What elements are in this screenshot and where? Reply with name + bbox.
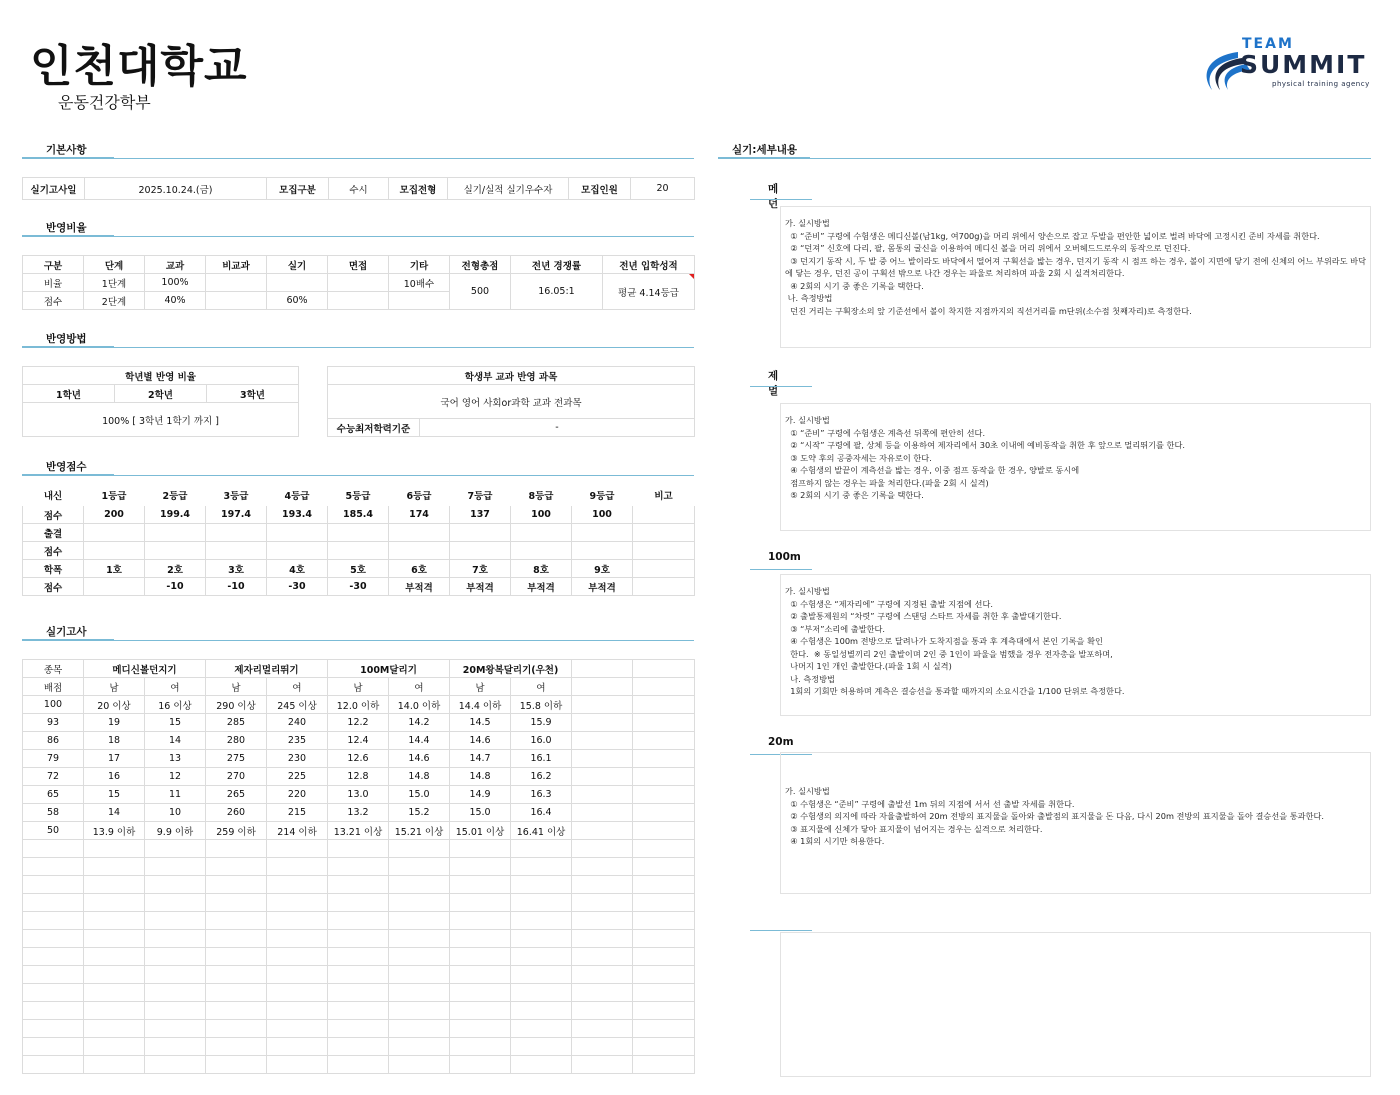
ratio-cell: 40% — [145, 292, 206, 310]
empty-row — [23, 930, 695, 948]
practical-cell: 14.8 — [450, 768, 511, 786]
detail-line: 나. 측정방법 — [785, 673, 835, 684]
event-name: 메디신볼던지기 — [84, 660, 206, 678]
section-practical — [22, 624, 694, 644]
score-header: 9등급 — [572, 484, 633, 506]
score-cell — [511, 524, 572, 542]
score-cell — [450, 524, 511, 542]
score-cell — [84, 542, 145, 560]
practical-cell: 11 — [145, 786, 206, 804]
ratio-cell — [206, 292, 267, 310]
empty-row — [23, 876, 695, 894]
score-cell — [206, 542, 267, 560]
score-cell — [389, 524, 450, 542]
section-practical-title: 실기고사 — [46, 626, 87, 638]
table-row — [23, 768, 695, 786]
practical-cell: 18 — [84, 732, 145, 750]
score-cell — [633, 560, 695, 578]
detail-line: ③ 도약 후의 공중자세는 자유로이 한다. — [785, 452, 932, 463]
practical-cell: 65 — [23, 786, 84, 804]
practical-cell: 14.8 — [389, 768, 450, 786]
practical-cell: 15 — [84, 786, 145, 804]
quota-label: 모집인원 — [569, 178, 631, 200]
practical-cell: 13.0 — [328, 786, 389, 804]
score-cell: 4호 — [267, 560, 328, 578]
practical-cell: 14 — [84, 804, 145, 822]
detail-medicine-ball-box — [780, 206, 1371, 348]
score-cell: 197.4 — [206, 506, 267, 524]
detail-line: ① “준비” 구령에 수험생은 메디신볼(남1kg, 여700g)을 머리 위에서 양손으로 잡고 두발을 편안한 넓이로 벌려 바닥에 고정시킨 준비 자세를 취한다. — [785, 230, 1320, 241]
score-cell — [450, 542, 511, 560]
ratio-header: 실기 — [267, 256, 328, 274]
exam-date: 2025.10.24.(금) — [85, 178, 267, 200]
practical-cell: 14.7 — [450, 750, 511, 768]
practical-cell: 20 이상 — [84, 696, 145, 714]
section-method — [22, 331, 694, 351]
score-cell: 199.4 — [145, 506, 206, 524]
score-cell — [572, 524, 633, 542]
practical-cell: 16.41 이상 — [511, 822, 572, 840]
practical-cell: 16 이상 — [145, 696, 206, 714]
score-cell: 7호 — [450, 560, 511, 578]
practical-cell: 240 — [267, 714, 328, 732]
practical-cell: 235 — [267, 732, 328, 750]
gender-label: 남 — [84, 678, 145, 696]
practical-cell: 290 이상 — [206, 696, 267, 714]
university-title: 인천대학교 — [30, 41, 248, 92]
ratio-header: 기타 — [389, 256, 450, 274]
score-header: 4등급 — [267, 484, 328, 506]
score-header: 1등급 — [84, 484, 145, 506]
practical-cell: 15.9 — [511, 714, 572, 732]
practical-cell: 14.4 이하 — [450, 696, 511, 714]
practical-cell: 17 — [84, 750, 145, 768]
score-cell: -30 — [328, 578, 389, 596]
score-cell: 1호 — [84, 560, 145, 578]
gender-label: 남 — [328, 678, 389, 696]
score-cell: 출결 — [23, 524, 84, 542]
ratio-header: 전형총점 — [450, 256, 511, 274]
practical-cell: 10 — [145, 804, 206, 822]
detail-title: 100m — [768, 551, 801, 563]
type-value: 수시 — [329, 178, 389, 200]
section-basic-title: 기본사항 — [46, 144, 87, 156]
detail-line: ② “던져” 신호에 다리, 팔, 몸통의 굴신을 이용하여 메디신 볼을 머리 위에서 오버헤드드로우의 동작으로 던진다. — [785, 243, 1191, 253]
score-header: 5등급 — [328, 484, 389, 506]
detail-line: 점프하지 않는 경우는 파울 처리한다.(파울 2회 시 실격) — [785, 477, 989, 488]
practical-cell: 220 — [267, 786, 328, 804]
score-cell — [267, 524, 328, 542]
score-cell: 193.4 — [267, 506, 328, 524]
section-detail-title: 실기:세부내용 — [732, 144, 798, 156]
score-cell — [145, 542, 206, 560]
subject-value: 국어 영어 사회or과학 교과 전과목 — [328, 385, 695, 419]
detail-line: 가. 실시방법 — [785, 786, 830, 796]
practical-cell: 72 — [23, 768, 84, 786]
exam-date-label: 실기고사일 — [23, 178, 85, 200]
section-score — [22, 459, 694, 479]
practical-cell: 100 — [23, 696, 84, 714]
practical-cell: 275 — [206, 750, 267, 768]
practical-cell: 245 이상 — [267, 696, 328, 714]
detail-line: ③ 표지물에 신체가 닿아 표지물이 넘어지는 경우는 실격으로 처리한다. — [785, 823, 1043, 834]
detail-line: ④ 1회의 시기만 허용한다. — [785, 836, 885, 846]
score-cell: 3호 — [206, 560, 267, 578]
score-cell — [633, 578, 695, 596]
track-label: 모집전형 — [389, 178, 448, 200]
practical-cell: 16.1 — [511, 750, 572, 768]
detail-line: ⑤ 2회의 시기 중 좋은 기록을 택한다. — [785, 490, 924, 500]
detail-line: ④ 2회의 시기 중 좋은 기록을 택한다. — [785, 280, 924, 291]
empty-row — [23, 912, 695, 930]
practical-cell: 265 — [206, 786, 267, 804]
ratio-total: 500 — [450, 274, 511, 310]
practical-cell: 12.2 — [328, 714, 389, 732]
ratio-cell: 60% — [267, 292, 328, 310]
event-name: 100M달리기 — [328, 660, 450, 678]
practical-cell: 16.2 — [511, 768, 572, 786]
practical-cell: 214 이하 — [267, 822, 328, 840]
detail-line: ④ 수험생은 100m 전방으로 달려나가 도착지점을 통과 후 계측대에서 본인 기록을 확인 — [785, 636, 1103, 646]
score-cell — [633, 506, 695, 524]
empty-row — [23, 894, 695, 912]
practical-cell: 12.8 — [328, 768, 389, 786]
practical-cell: 270 — [206, 768, 267, 786]
practical-cell: 93 — [23, 714, 84, 732]
detail-line: ② “시작” 구령에 팔, 상체 등을 이용하여 제자리에서 30초 이내에 예비동작을 취한 후 앞으로 멀리뛰기를 한다. — [785, 440, 1185, 450]
logo-subtitle: physical training agency — [1272, 80, 1370, 88]
detail-long-jump-box — [780, 403, 1371, 531]
ratio-admission-text: 평균 4.14등급 — [618, 287, 679, 299]
score-cell: -10 — [206, 578, 267, 596]
score-cell: 학폭 — [23, 560, 84, 578]
score-cell: 6호 — [389, 560, 450, 578]
detail-line: 가. 실시방법 — [785, 218, 830, 228]
practical-cell: 12 — [145, 768, 206, 786]
ratio-cell — [206, 274, 267, 292]
practical-cell: 15.0 — [389, 786, 450, 804]
practical-cell: 15 — [145, 714, 206, 732]
section-method-title: 반영방법 — [46, 333, 87, 345]
practical-cell: 16 — [84, 768, 145, 786]
ratio-header: 구분 — [23, 256, 84, 274]
practical-table — [22, 659, 695, 1074]
score-cell: 2호 — [145, 560, 206, 578]
section-score-title: 반영점수 — [46, 461, 87, 473]
empty-row — [23, 966, 695, 984]
score-cell: 9호 — [572, 560, 633, 578]
ratio-header: 비교과 — [206, 256, 267, 274]
score-cell — [572, 542, 633, 560]
grade-label: 3학년 — [207, 385, 299, 403]
ratio-competition: 16.05:1 — [511, 274, 603, 310]
practical-cell: 14.5 — [450, 714, 511, 732]
detail-line: ① 수험생은 “제자리에” 구령에 지정된 출발 지점에 선다. — [785, 598, 993, 609]
practical-cell: 260 — [206, 804, 267, 822]
practical-cell: 15.0 — [450, 804, 511, 822]
min-standard-value: - — [420, 419, 695, 437]
score-cell: 부적격 — [389, 578, 450, 596]
ratio-header: 교과 — [145, 256, 206, 274]
practical-cell: 19 — [84, 714, 145, 732]
practical-cell: 14.2 — [389, 714, 450, 732]
score-cell: 137 — [450, 506, 511, 524]
score-header: 7등급 — [450, 484, 511, 506]
score-header: 내신 — [23, 484, 84, 506]
gender-label: 여 — [389, 678, 450, 696]
detail-line: 가. 실시방법 — [785, 415, 830, 425]
score-cell — [267, 542, 328, 560]
detail-line: ③ “부저”소리에 출발한다. — [785, 623, 886, 634]
empty-row — [23, 1002, 695, 1020]
practical-cell: 58 — [23, 804, 84, 822]
score-header: 비고 — [633, 484, 695, 506]
grade-ratio-value: 100% [ 3학년 1학기 까지 ] — [23, 403, 299, 437]
score-cell — [633, 524, 695, 542]
ratio-cell — [267, 274, 328, 292]
practical-cell: 14.9 — [450, 786, 511, 804]
empty-row — [23, 1038, 695, 1056]
score-cell: -10 — [145, 578, 206, 596]
score-row — [23, 524, 695, 542]
score-cell — [389, 542, 450, 560]
ratio-cell — [328, 292, 389, 310]
ratio-admission — [603, 274, 695, 310]
gender-label: 여 — [145, 678, 206, 696]
score-cell: 200 — [84, 506, 145, 524]
section-ratio — [22, 220, 694, 240]
score-cell: 점수 — [23, 542, 84, 560]
empty-section-line — [750, 930, 812, 931]
detail-20m-box — [780, 752, 1371, 894]
score-cell — [633, 542, 695, 560]
section-ratio-title: 반영비율 — [46, 222, 87, 234]
practical-cell: 12.6 — [328, 750, 389, 768]
score-cell — [145, 524, 206, 542]
logo-summit-text: SUMMIT — [1240, 50, 1367, 79]
gender-label: 남 — [206, 678, 267, 696]
gender-label: 여 — [267, 678, 328, 696]
table-row — [23, 696, 695, 714]
gender-label: 남 — [450, 678, 511, 696]
practical-cell: 15.2 — [389, 804, 450, 822]
practical-cell: 14.0 이하 — [389, 696, 450, 714]
empty-row — [23, 948, 695, 966]
table-row — [23, 750, 695, 768]
score-cell — [328, 524, 389, 542]
practical-cell: 259 이하 — [206, 822, 267, 840]
score-cell — [206, 524, 267, 542]
practical-cell: 230 — [267, 750, 328, 768]
ratio-cell: 점수 — [23, 292, 84, 310]
practical-cell: 14 — [145, 732, 206, 750]
quota-value: 20 — [631, 178, 695, 200]
practical-cell: 215 — [267, 804, 328, 822]
table-row — [23, 786, 695, 804]
score-cell: -30 — [267, 578, 328, 596]
type-label: 모집구분 — [267, 178, 329, 200]
practical-cell: 14.6 — [389, 750, 450, 768]
score-cell: 부적격 — [511, 578, 572, 596]
ratio-cell: 비율 — [23, 274, 84, 292]
table-row — [23, 804, 695, 822]
practical-cell: 13.21 이상 — [328, 822, 389, 840]
detail-line: ④ 수험생의 발끝이 계측선을 밟는 경우, 이중 점프 동작을 한 경우, 양발로 동시에 — [785, 465, 1080, 475]
score-header: 2등급 — [145, 484, 206, 506]
score-header: 6등급 — [389, 484, 450, 506]
empty-row — [23, 1056, 695, 1074]
practical-cell: 14.4 — [389, 732, 450, 750]
score-row — [23, 560, 695, 578]
score-cell — [511, 542, 572, 560]
score-cell: 8호 — [511, 560, 572, 578]
ratio-cell: 1단계 — [84, 274, 145, 292]
practical-cell: 280 — [206, 732, 267, 750]
detail-line: ② 출발통제원의 “차렷” 구령에 스탠딩 스타트 자세를 취한 후 출발대기한다. — [785, 611, 1062, 621]
practical-cell: 16.0 — [511, 732, 572, 750]
basic-info-table — [22, 177, 695, 200]
score-row — [23, 506, 695, 524]
logo-team-text: TEAM — [1242, 36, 1294, 52]
score-table — [22, 483, 695, 596]
ratio-cell — [389, 292, 450, 310]
ratio-header: 면접 — [328, 256, 389, 274]
ratio-cell: 10배수 — [389, 274, 450, 292]
score-cell: 185.4 — [328, 506, 389, 524]
grade-label: 1학년 — [23, 385, 115, 403]
event-name: 20M왕복달리기(우천) — [450, 660, 572, 678]
detail-line: 1회의 기회만 허용하며 계측은 결승선을 통과할 때까지의 소요시간을 1/100 단위로 측정한다. — [785, 686, 1125, 696]
detail-100m-box — [780, 574, 1371, 716]
score-header: 8등급 — [511, 484, 572, 506]
table-row — [23, 732, 695, 750]
empty-row — [23, 1020, 695, 1038]
practical-cell: 79 — [23, 750, 84, 768]
section-basic — [22, 142, 694, 162]
detail-line: 나. 측정방법 — [785, 293, 833, 303]
practical-cell: 14.6 — [450, 732, 511, 750]
score-cell: 5호 — [328, 560, 389, 578]
practical-cell: 9.9 이하 — [145, 822, 206, 840]
ratio-cell: 2단계 — [84, 292, 145, 310]
practical-cell: 86 — [23, 732, 84, 750]
detail-line: ① 수험생은 “준비” 구령에 출발선 1m 뒤의 지점에 서서 선 출발 자세를 취한다. — [785, 798, 1075, 809]
grade-ratio-table — [22, 366, 299, 437]
detail-empty-box — [780, 932, 1371, 1077]
detail-title: 메던 — [768, 183, 779, 210]
practical-cell: 13.2 — [328, 804, 389, 822]
empty-row — [23, 984, 695, 1002]
score-label: 배점 — [23, 678, 84, 696]
practical-cell: 15.8 이하 — [511, 696, 572, 714]
gender-label: 여 — [511, 678, 572, 696]
practical-cell: 50 — [23, 822, 84, 840]
practical-cell: 16.3 — [511, 786, 572, 804]
practical-cell: 12.0 이하 — [328, 696, 389, 714]
score-cell: 점수 — [23, 506, 84, 524]
score-header: 3등급 — [206, 484, 267, 506]
score-cell: 174 — [389, 506, 450, 524]
detail-line: 던진 거리는 구획장소의 앞 기준선에서 볼이 착지한 지점까지의 직선거리를 m단위(소수점 첫째자리)로 측정한다. — [785, 305, 1192, 316]
ratio-header: 전년 입학성적 — [603, 256, 695, 274]
score-row — [23, 578, 695, 596]
score-cell: 100 — [511, 506, 572, 524]
event-label: 종목 — [23, 660, 84, 678]
ratio-header: 단계 — [84, 256, 145, 274]
practical-cell: 12.4 — [328, 732, 389, 750]
detail-line: ③ 던지기 동작 시, 두 발 중 어느 발이라도 바닥에서 떨어져 구획선을 밟는 경우, 던지기 동작 시 점프 하는 경우, 볼이 지면에 닿기 전에 신체의 어느 부위라도 바닥에 닿는 경우, 던진 공이 구획선 밖으로 나간 경우는 파울로 처리하며 파울 2회 시 실격처리한다. — [785, 255, 1367, 278]
score-row — [23, 542, 695, 560]
practical-cell: 13 — [145, 750, 206, 768]
score-cell: 부적격 — [572, 578, 633, 596]
practical-cell: 16.4 — [511, 804, 572, 822]
score-cell: 점수 — [23, 578, 84, 596]
subject-table — [327, 366, 695, 437]
detail-line: 한다. ※ 동일성별끼리 2인 출발이며 2인 중 1인이 파울을 범했을 경우 전자총을 발포하며, — [785, 648, 1113, 659]
practical-cell: 285 — [206, 714, 267, 732]
ratio-table — [22, 255, 695, 310]
detail-line: 나머지 1인 개인 출발한다.(파울 1회 시 실격) — [785, 661, 952, 671]
grade-label: 2학년 — [115, 385, 207, 403]
ratio-header: 전년 경쟁률 — [511, 256, 603, 274]
detail-line: ① “준비” 구령에 수험생은 계측선 뒤쪽에 편안히 선다. — [785, 427, 986, 438]
empty-row — [23, 840, 695, 858]
ratio-cell — [328, 274, 389, 292]
comment-marker-icon — [689, 274, 694, 279]
score-cell: 부적격 — [450, 578, 511, 596]
min-standard-label: 수능최저학력기준 — [328, 419, 420, 437]
score-cell — [328, 542, 389, 560]
detail-title: 20m — [768, 736, 794, 748]
score-cell — [84, 578, 145, 596]
score-cell: 100 — [572, 506, 633, 524]
detail-line: 가. 실시방법 — [785, 586, 830, 596]
table-row — [23, 714, 695, 732]
detail-title: 제멀 — [768, 370, 779, 397]
track-value: 실기/실적 실기우수자 — [448, 178, 569, 200]
ratio-cell: 100% — [145, 274, 206, 292]
practical-cell: 15.21 이상 — [389, 822, 450, 840]
detail-line: ② 수험생의 의지에 따라 자율출발하여 20m 전방의 표지물을 돌아와 출발점의 표지물을 돈 다음, 다시 20m 전방의 표지물을 돌아 결승선을 통과한다. — [785, 811, 1325, 821]
practical-cell: 13.9 이하 — [84, 822, 145, 840]
section-detail — [718, 142, 1371, 162]
practical-cell: 15.01 이상 — [450, 822, 511, 840]
event-name: 제자리멀리뛰기 — [206, 660, 328, 678]
department-name: 운동건강학부 — [58, 93, 151, 112]
practical-cell: 225 — [267, 768, 328, 786]
grade-ratio-title: 학년별 반영 비율 — [23, 367, 299, 385]
table-row — [23, 822, 695, 840]
subject-title: 학생부 교과 반영 과목 — [328, 367, 695, 385]
empty-row — [23, 858, 695, 876]
score-cell — [84, 524, 145, 542]
